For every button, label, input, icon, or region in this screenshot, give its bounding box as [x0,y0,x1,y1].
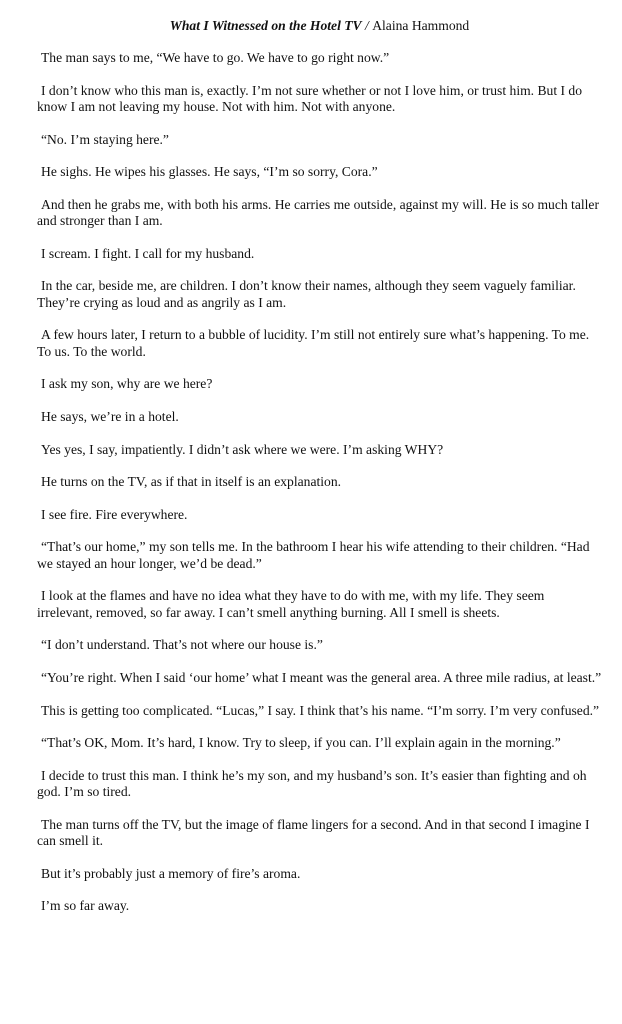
paragraph: “You’re right. When I said ‘our home’ what I meant was the general area. A three mile radius, at least.” [41,669,602,685]
paragraph: He sighs. He wipes his glasses. He says, “I’m so sorry, Cora.” [41,164,378,180]
paragraph: But it’s probably just a memory of fire’s aroma. [41,865,301,881]
paragraph: He says, we’re in a hotel. [41,408,179,424]
paragraph: “I don’t understand. That’s not where our house is.” [41,637,323,653]
paragraph: I decide to trust this man. I think he’s my son, and my husband’s son. It’s easier than fighting and oh god. I’m so tired. [37,767,587,800]
paragraph: I ask my son, why are we here? [41,376,213,392]
paragraph: “No. I’m staying here.” [41,131,169,147]
page-title [37,17,602,35]
paragraph: “That’s OK, Mom. It’s hard, I know. Try to sleep, if you can. I’ll explain again in the morning.” [41,735,561,751]
paragraph: I scream. I fight. I call for my husband. [41,245,255,261]
paragraph: A few hours later, I return to a bubble of lucidity. I’m still not entirely sure what’s happening. To me. To us. To the world. [37,327,590,359]
paragraph: I see fire. Fire everywhere. [41,506,188,522]
paragraph: He turns on the TV, as if that in itself is an explanation. [41,474,342,490]
paragraph: The man turns off the TV, but the image of flame lingers for a second. And in that second I imagine I can smell it. [37,816,590,849]
paragraph: I look at the flames and have no idea what they have to do with me, with my life. They seem irrelevant, removed, so far away. I can’t smell anything burning. All I smell is sheets. [37,588,545,620]
paragraph: “That’s our home,” my son tells me. In the bathroom I hear his wife attending to their children. “Had we stayed an hour longer, we’d be dead.” [37,539,590,571]
paragraph: The man says to me, “We have to go. We have to go right now.” [41,50,390,65]
paragraph: And then he grabs me, with both his arms. He carries me outside, against my will. He is so much taller and stronger than I am. [37,196,599,229]
title-author: Alaina Hammond [372,18,470,33]
paragraph: Yes yes, I say, impatiently. I didn’t ask where we were. I’m asking WHY? [41,441,444,457]
paragraph: I don’t know who this man is, exactly. I’m not sure whether or not I love him, or trust him. But I do know I am not leaving my house. Not with him. Not with anyone. [37,82,583,114]
paragraph: In the car, beside me, are children. I don’t know their names, although they seem vaguely familiar. They’re crying as loud and as angrily as I am. [37,278,576,310]
paragraph: I’m so far away. [41,898,130,914]
title-work: What I Witnessed on the Hotel TV [169,18,362,33]
title-separator: / [361,18,373,33]
paragraph: This is getting too complicated. “Lucas,” I say. I think that’s his name. “I’m sorry. I’m very confused.” [41,702,600,718]
